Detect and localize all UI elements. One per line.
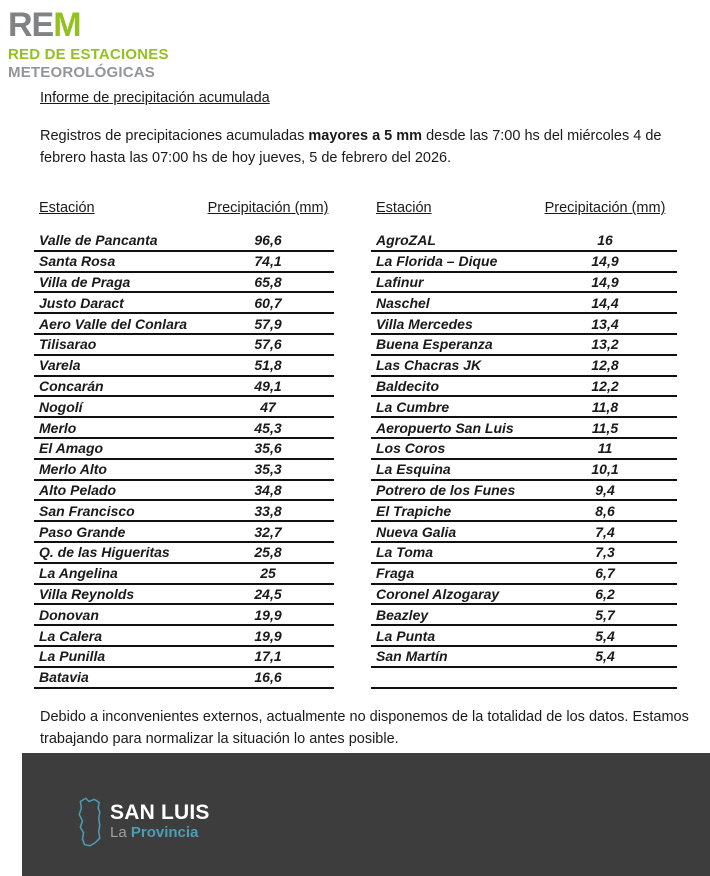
table-body-right [371, 231, 677, 689]
table-row [34, 252, 334, 273]
station-name: Beazley [376, 606, 429, 623]
precipitation-value: 60,7 [254, 294, 282, 311]
rem-subtitle-line1: RED DE ESTACIONES [8, 46, 169, 63]
precipitation-value: 16,6 [254, 669, 282, 686]
precipitation-value: 19,9 [254, 606, 282, 623]
precipitation-value: 34,8 [254, 481, 282, 498]
intro-text-1: Registros de precipitaciones acumuladas [40, 128, 309, 144]
precipitation-value: 12,8 [591, 357, 619, 374]
san-luis-logo [76, 797, 210, 847]
tagline-la: La [110, 824, 131, 842]
province-outline-icon [76, 797, 103, 847]
station-name: La Esquina [376, 461, 451, 478]
station-column-header: Estación [39, 200, 95, 216]
precipitation-value: 32,7 [254, 523, 282, 540]
table-row [371, 460, 677, 481]
station-name: AgroZAL [376, 232, 436, 249]
station-column-header: Estación [376, 200, 432, 216]
table-row [34, 564, 334, 585]
table-row [34, 543, 334, 564]
precipitation-value: 51,8 [254, 357, 282, 374]
table-row [34, 231, 334, 252]
precipitation-value: 57,6 [254, 336, 282, 353]
precipitation-value: 5,7 [595, 606, 615, 623]
table-row [34, 293, 334, 314]
station-name: Nogolí [39, 398, 83, 415]
precipitation-value: 14,4 [591, 294, 619, 311]
station-name: El Trapiche [376, 502, 452, 519]
station-name: Villa Mercedes [376, 315, 473, 332]
station-name: San Francisco [39, 502, 135, 519]
table-row [34, 314, 334, 335]
tagline-provincia: Provincia [130, 824, 199, 842]
station-name: La Punta [376, 627, 436, 644]
station-name: Las Chacras JK [376, 357, 482, 374]
stations-table-right [371, 200, 677, 689]
precipitation-tables [34, 200, 677, 689]
table-row [371, 543, 677, 564]
station-name: La Punilla [39, 648, 106, 665]
rem-wordmark-gray: RE [8, 6, 54, 44]
data-availability-note: Debido a inconvenientes externos, actualmente no disponemos de la totalidad de los datos. Estamos trabajando para normalizar la situación lo antes posible. [40, 709, 689, 747]
intro-paragraph [40, 126, 685, 169]
table-row [34, 356, 334, 377]
table-row [371, 481, 677, 502]
precipitation-value: 10,1 [591, 461, 619, 478]
station-name: Potrero de los Funes [376, 481, 516, 498]
station-name: Lafinur [376, 273, 424, 290]
table-row [371, 293, 677, 314]
station-name: Batavia [39, 669, 89, 686]
page-title: Informe de precipitación acumulada [40, 90, 270, 106]
station-name: La Toma [376, 544, 434, 561]
precipitation-value: 25,8 [254, 544, 282, 561]
station-name: Aero Valle del Conlara [39, 315, 188, 332]
precipitation-value: 12,2 [591, 377, 619, 394]
province-name: SAN LUIS [110, 801, 210, 825]
precipitation-value: 7,4 [595, 523, 615, 540]
table-header-row [371, 200, 677, 216]
table-header-row [34, 200, 334, 216]
station-name: La Angelina [39, 565, 118, 582]
precipitation-value: 17,1 [254, 648, 282, 665]
table-row [34, 460, 334, 481]
table-row [34, 481, 334, 502]
rem-logo [8, 8, 169, 80]
station-name: Nueva Galia [376, 523, 457, 540]
station-name: Merlo Alto [39, 461, 107, 478]
precipitation-value: 35,6 [254, 440, 282, 457]
table-row [34, 439, 334, 460]
san-luis-wordmark [110, 802, 210, 841]
precipitation-value: 57,9 [254, 315, 282, 332]
table-row [371, 252, 677, 273]
precipitation-column-header: Precipitación (mm) [544, 200, 666, 216]
precipitation-value: 45,3 [254, 419, 282, 436]
table-row [34, 647, 334, 668]
station-name: Fraga [376, 565, 415, 582]
precipitation-value: 35,3 [254, 461, 282, 478]
station-name: La Florida – Dique [376, 253, 498, 270]
station-name: Justo Daract [39, 294, 124, 311]
station-name: Buena Esperanza [376, 336, 493, 353]
precipitation-value: 5,4 [595, 627, 615, 644]
precipitation-value: 13,2 [591, 336, 619, 353]
table-row [34, 501, 334, 522]
table-row [371, 356, 677, 377]
station-name: Paso Grande [39, 523, 126, 540]
precipitation-value: 14,9 [591, 273, 619, 290]
precipitation-value: 49,1 [254, 377, 282, 394]
precipitation-value: 14,9 [591, 253, 619, 270]
precipitation-value: 7,3 [595, 544, 615, 561]
station-name: Q. de las Higueritas [39, 544, 170, 561]
station-name: San Martín [376, 648, 448, 665]
station-name: La Cumbre [376, 398, 450, 415]
table-row [34, 397, 334, 418]
station-name: Naschel [376, 294, 430, 311]
precipitation-value: 6,2 [595, 585, 615, 602]
intro-text-2: desde las 7:00 hs del miércoles 4 de febrero hasta las 07:00 hs de hoy jueves, 5 de febrero del 2026. [40, 128, 662, 166]
station-name: Varela [39, 357, 81, 374]
table-row [371, 397, 677, 418]
table-body-left [34, 231, 334, 689]
table-row [371, 647, 677, 668]
table-row [34, 668, 334, 689]
precipitation-value: 5,4 [595, 648, 615, 665]
station-name: Tilisarao [39, 336, 97, 353]
precipitation-value: 65,8 [254, 273, 282, 290]
table-row [34, 605, 334, 626]
precipitation-value: 8,6 [595, 502, 615, 519]
table-row [34, 273, 334, 294]
table-row [34, 377, 334, 398]
table-row [34, 418, 334, 439]
table-row [371, 439, 677, 460]
rem-wordmark [8, 8, 169, 42]
station-name: Alto Pelado [39, 481, 117, 498]
station-name: Villa de Praga [39, 273, 131, 290]
precipitation-column-header: Precipitación (mm) [207, 200, 329, 216]
intro-threshold: mayores a 5 mm [308, 128, 423, 144]
station-name: Los Coros [376, 440, 446, 457]
table-row [371, 626, 677, 647]
station-name: Concarán [39, 377, 104, 394]
station-name: Santa Rosa [39, 253, 116, 270]
table-row [371, 668, 677, 689]
table-row [34, 585, 334, 606]
table-row [371, 501, 677, 522]
table-row [371, 418, 677, 439]
station-name: Merlo [39, 419, 77, 436]
station-name: Coronel Alzogaray [376, 585, 500, 602]
table-row [371, 273, 677, 294]
table-row [371, 377, 677, 398]
station-name: Baldecito [376, 377, 440, 394]
precipitation-value: 33,8 [254, 502, 282, 519]
table-row [371, 605, 677, 626]
precipitation-value: 11 [597, 440, 613, 457]
table-row [371, 314, 677, 335]
precipitation-value: 6,7 [595, 565, 615, 582]
precipitation-value: 9,4 [595, 481, 615, 498]
table-row [34, 626, 334, 647]
table-row [34, 522, 334, 543]
station-name: Valle de Pancanta [39, 232, 158, 249]
table-row [371, 335, 677, 356]
table-row [371, 564, 677, 585]
precipitation-value: 96,6 [254, 232, 282, 249]
rem-wordmark-green: M [53, 6, 81, 44]
station-name: Villa Reynolds [39, 585, 135, 602]
station-name: Aeropuerto San Luis [376, 419, 514, 436]
table-row [371, 231, 677, 252]
precipitation-value: 13,4 [591, 315, 619, 332]
province-footer-band [22, 753, 710, 876]
province-tagline [110, 824, 210, 841]
precipitation-value: 47 [260, 398, 276, 415]
precipitation-value: 24,5 [254, 585, 282, 602]
table-row [34, 335, 334, 356]
precipitation-value: 16 [597, 232, 613, 249]
precipitation-value: 11,8 [591, 398, 619, 415]
precipitation-value: 19,9 [254, 627, 282, 644]
precipitation-value: 11,5 [591, 419, 619, 436]
station-name: Donovan [39, 606, 99, 623]
rem-subtitle-line2: METEOROLÓGICAS [8, 64, 155, 81]
table-row [371, 522, 677, 543]
precipitation-value: 74,1 [254, 253, 282, 270]
stations-table-left [34, 200, 334, 689]
station-name: El Amago [39, 440, 104, 457]
precipitation-value: 25 [260, 565, 276, 582]
table-row [371, 585, 677, 606]
station-name: La Calera [39, 627, 103, 644]
